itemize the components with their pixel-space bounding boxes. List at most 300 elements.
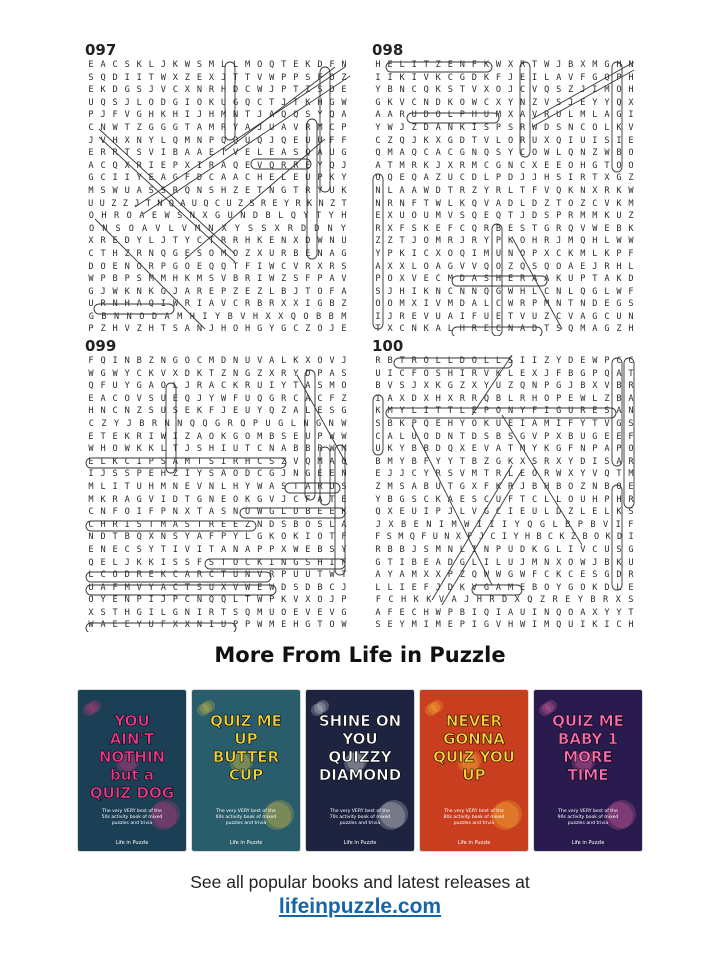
grid-letter: F xyxy=(329,135,335,146)
grid-letter: J xyxy=(134,198,140,209)
grid-letter: N xyxy=(532,381,538,392)
grid-letter: Z xyxy=(592,148,598,159)
grid-letter: J xyxy=(329,595,335,606)
grid-letter: A xyxy=(628,393,634,404)
grid-letter: Q xyxy=(447,444,453,455)
grid-row xyxy=(372,468,637,481)
grid-letter: F xyxy=(112,582,118,593)
grid-row xyxy=(372,368,637,381)
grid-letter: U xyxy=(88,582,94,593)
grid-letter: C xyxy=(519,85,526,96)
grid-letter: Y xyxy=(341,173,347,184)
grid-letter: Y xyxy=(580,469,586,480)
grid-letter: G xyxy=(148,122,154,133)
grid-letter: Y xyxy=(208,393,215,404)
grid-letter: C xyxy=(483,97,490,108)
grid-letter: T xyxy=(293,85,299,96)
grid-letter: U xyxy=(269,607,275,618)
grid-letter: H xyxy=(423,607,429,618)
grid-letter: T xyxy=(315,211,322,222)
grid-letter: Z xyxy=(604,393,610,404)
grid-letter: Q xyxy=(409,532,415,543)
grid-letter: U xyxy=(112,381,118,392)
grid-letter: J xyxy=(459,236,465,247)
grid-letter: S xyxy=(293,274,299,285)
grid-letter: M xyxy=(592,60,598,70)
grid-letter: G xyxy=(447,381,453,392)
grid-letter: A xyxy=(184,324,190,335)
grid-letter: K xyxy=(459,122,465,133)
grid-letter: H xyxy=(616,261,622,272)
grid-letter: C xyxy=(208,173,215,184)
grid-letter: S xyxy=(115,223,121,234)
grid-letter: V xyxy=(483,444,490,455)
grid-letter: A xyxy=(435,148,441,159)
grid-letter: A xyxy=(568,261,574,272)
grid-letter: S xyxy=(293,148,299,159)
grid-letter: J xyxy=(257,110,263,121)
grid-letter: A xyxy=(341,286,347,297)
grid-letter: A xyxy=(184,286,190,297)
grid-letter: X xyxy=(281,299,287,310)
grid-letter: U xyxy=(160,393,166,404)
grid-letter: J xyxy=(387,286,393,297)
grid-letter: Q xyxy=(257,135,263,146)
grid-letter: Y xyxy=(124,368,130,379)
grid-letter: L xyxy=(399,431,405,442)
grid-letter: Y xyxy=(375,85,381,96)
grid-letter: T xyxy=(124,122,130,133)
grid-letter: P xyxy=(459,110,465,121)
grid-letter: L xyxy=(483,173,490,184)
grid-letter: U xyxy=(432,532,438,543)
grid-letter: K xyxy=(148,286,154,297)
grid-letter: Q xyxy=(375,507,381,518)
grid-row xyxy=(372,72,637,85)
grid-letter: C xyxy=(281,261,287,272)
grid-letter: N xyxy=(196,324,203,335)
grid-letter: G xyxy=(399,494,405,505)
grid-letter: O xyxy=(232,494,239,505)
grid-letter: I xyxy=(148,607,154,618)
grid-letter: K xyxy=(124,286,130,297)
grid-letter: S xyxy=(112,469,118,480)
grid-letter: P xyxy=(592,444,598,455)
grid-letter: R xyxy=(519,122,526,133)
grid-letter: I xyxy=(615,519,621,530)
grid-letter: A xyxy=(208,381,215,392)
grid-letter: G xyxy=(281,324,287,335)
grid-letter: R xyxy=(245,274,251,285)
grid-letter: V xyxy=(124,324,130,335)
book-cover-art xyxy=(192,690,300,851)
grid-letter: R xyxy=(208,160,215,171)
grid-letter: L xyxy=(220,60,227,70)
grid-letter: P xyxy=(495,236,502,247)
grid-letter: S xyxy=(471,494,477,505)
grid-letter: R xyxy=(411,356,417,366)
grid-letter: P xyxy=(160,507,166,518)
grid-letter: K xyxy=(413,595,419,606)
grid-letter: B xyxy=(281,286,287,297)
grid-letter: T xyxy=(232,261,239,272)
grid-letter: X xyxy=(202,211,208,222)
grid-letter: R xyxy=(287,223,293,234)
puzzle-097 xyxy=(85,42,350,336)
book-subtitle: The very VERY best of the 70s activity book of mixed puzzles and trivia xyxy=(329,809,391,826)
book-cover-2[interactable] xyxy=(192,690,300,851)
grid-letter: L xyxy=(329,519,335,530)
grid-letter: S xyxy=(556,85,562,96)
grid-letter: O xyxy=(616,160,622,171)
grid-letter: Q xyxy=(459,248,465,259)
grid-letter: V xyxy=(148,494,154,505)
grid-letter: N xyxy=(447,122,453,133)
grid-letter: L xyxy=(435,356,441,366)
grid-letter: C xyxy=(329,582,335,593)
grid-letter: W xyxy=(184,60,190,70)
website-link[interactable]: lifeinpuzzle.com xyxy=(278,895,442,918)
grid-letter: N xyxy=(507,324,514,335)
grid-letter: Q xyxy=(208,595,215,606)
grid-row xyxy=(85,607,350,620)
grid-letter: E xyxy=(160,160,166,171)
grid-letter: Q xyxy=(604,368,610,379)
grid-letter: A xyxy=(447,494,453,505)
grid-letter: S xyxy=(208,469,215,480)
grid-letter: G xyxy=(257,494,263,505)
grid-letter: F xyxy=(532,406,538,417)
grid-letter: A xyxy=(375,570,381,581)
grid-letter: C xyxy=(88,507,94,518)
grid-letter: N xyxy=(269,185,275,196)
grid-letter: S xyxy=(160,456,166,467)
grid-letter: A xyxy=(447,311,453,322)
grid-letter: U xyxy=(604,544,610,555)
grid-letter: E xyxy=(399,173,405,184)
grid-letter: O xyxy=(568,160,574,171)
grid-letter: E xyxy=(305,160,311,171)
grid-letter: S xyxy=(177,211,183,222)
grid-letter: N xyxy=(423,97,429,108)
grid-letter: Z xyxy=(539,595,546,606)
grid-letter: K xyxy=(387,97,393,108)
grid-letter: J xyxy=(568,381,574,392)
grid-letter: Y xyxy=(100,595,106,606)
puzzle-number: 098 xyxy=(372,41,404,59)
grid-letter: A xyxy=(220,173,227,184)
grid-letter: E xyxy=(112,544,118,555)
grid-letter: V xyxy=(100,135,106,146)
grid-letter: C xyxy=(423,494,429,505)
grid-letter: I xyxy=(196,160,203,171)
grid-letter: C xyxy=(399,368,405,379)
grid-letter: G xyxy=(278,418,284,429)
grid-letter: P xyxy=(604,356,610,366)
grid-letter: Z xyxy=(101,418,107,429)
grid-letter: K xyxy=(341,507,347,518)
grid-letter: N xyxy=(507,406,514,417)
book-title: QUIZ ME BABY 1 MORE TIME xyxy=(552,712,624,784)
grid-letter: A xyxy=(329,248,335,259)
grid-letter: I xyxy=(519,418,526,429)
grid-letter: O xyxy=(303,311,309,322)
grid-letter: R xyxy=(112,494,118,505)
grid-letter: R xyxy=(305,185,311,196)
grid-letter: K xyxy=(459,582,465,593)
grid-letter: M xyxy=(435,544,441,555)
grid-letter: P xyxy=(544,431,550,442)
grid-letter: M xyxy=(507,582,514,593)
grid-letter: K xyxy=(399,72,405,83)
grid-letter: W xyxy=(293,544,299,555)
grid-letter: C xyxy=(214,198,221,209)
grid-letter: E xyxy=(112,236,118,247)
grid-letter: G xyxy=(341,406,347,417)
grid-letter: H xyxy=(148,324,154,335)
grid-letter: Q xyxy=(172,135,178,146)
grid-letter: V xyxy=(196,481,203,492)
grid-letter: G xyxy=(281,185,287,196)
grid-row xyxy=(372,59,637,72)
grid-letter: R xyxy=(519,60,526,70)
grid-letter: R xyxy=(519,274,526,285)
grid-letter: K xyxy=(148,444,154,455)
grid-letter: Z xyxy=(459,570,465,581)
grid-letter: C xyxy=(196,356,203,366)
grid-letter: R xyxy=(245,299,251,310)
grid-letter: Q xyxy=(245,607,251,618)
grid-letter: S xyxy=(544,211,550,222)
grid-letter: E xyxy=(565,595,571,606)
grid-letter: D xyxy=(301,223,307,234)
grid-letter: F xyxy=(423,582,429,593)
grid-letter: W xyxy=(245,582,251,593)
grid-letter: D xyxy=(507,173,514,184)
grid-letter: B xyxy=(172,148,178,159)
grid-letter: F xyxy=(471,311,477,322)
grid-letter: U xyxy=(568,274,574,285)
grid-letter: W xyxy=(160,72,166,83)
grid-letter: S xyxy=(184,557,190,568)
grid-letter: R xyxy=(136,431,142,442)
grid-letter: I xyxy=(375,311,381,322)
grid-letter: A xyxy=(423,173,429,184)
grid-letter: P xyxy=(375,274,381,285)
grid-letter: A xyxy=(88,160,94,171)
grid-letter: A xyxy=(124,494,130,505)
grid-letter: V xyxy=(532,110,538,121)
grid-letter: T xyxy=(148,72,154,83)
grid-letter: O xyxy=(616,481,622,492)
grid-letter: M xyxy=(399,160,405,171)
book-cover-3[interactable] xyxy=(306,690,414,851)
grid-letter: O xyxy=(317,356,323,366)
grid-letter: R xyxy=(628,570,634,581)
grid-letter: H xyxy=(252,311,259,322)
grid-letter: X xyxy=(628,97,634,108)
book-cover-4[interactable] xyxy=(420,690,528,851)
grid-letter: K xyxy=(306,198,313,209)
grid-letter: O xyxy=(628,148,634,159)
grid-letter: T xyxy=(592,274,598,285)
grid-letter: B xyxy=(293,519,299,530)
grid-letter: U xyxy=(507,544,514,555)
grid-letter: F xyxy=(208,532,215,543)
grid-letter: J xyxy=(269,135,275,146)
grid-row xyxy=(372,355,637,368)
book-cover-5[interactable] xyxy=(534,690,642,851)
grid-letter: H xyxy=(580,160,586,171)
grid-letter: V xyxy=(471,261,477,272)
grid-letter: U xyxy=(227,211,233,222)
grid-letter: T xyxy=(399,356,405,366)
grid-letter: O xyxy=(136,261,142,272)
grid-letter: A xyxy=(495,198,502,209)
grid-letter: P xyxy=(544,381,550,392)
grid-letter: B xyxy=(423,444,429,455)
grid-letter: X xyxy=(435,135,441,146)
grid-letter: E xyxy=(459,494,465,505)
grid-letter: A xyxy=(495,444,502,455)
book-cover-1[interactable] xyxy=(78,690,186,851)
grid-letter: Y xyxy=(232,122,239,133)
grid-letter: R xyxy=(281,248,287,259)
grid-letter: R xyxy=(281,393,287,404)
grid-letter: X xyxy=(305,356,311,366)
grid-letter: O xyxy=(532,469,538,480)
grid-row xyxy=(85,198,350,211)
grid-letter: P xyxy=(483,406,490,417)
grid-letter: I xyxy=(501,532,508,543)
grid-letter: J xyxy=(184,381,190,392)
grid-letter: Z xyxy=(305,324,311,335)
grid-row xyxy=(85,97,350,110)
grid-letter: P xyxy=(172,595,178,606)
grid-letter: P xyxy=(88,110,94,121)
grid-letter: D xyxy=(604,582,610,593)
grid-letter: X xyxy=(471,381,477,392)
grid-letter: Z xyxy=(411,122,417,133)
grid-letter: H xyxy=(616,494,622,505)
grid-letter: Y xyxy=(283,198,290,209)
grid-letter: C xyxy=(172,85,178,96)
grid-letter: M xyxy=(483,248,490,259)
grid-letter: O xyxy=(507,135,514,146)
grid-letter: T xyxy=(375,324,381,335)
grid-letter: R xyxy=(580,173,586,184)
grid-letter: V xyxy=(568,311,574,322)
grid-letter: Y xyxy=(532,444,538,455)
grid-letter: I xyxy=(519,356,526,366)
grid-letter: T xyxy=(329,532,335,543)
grid-letter: I xyxy=(148,431,154,442)
grid-row xyxy=(372,248,637,261)
grid-letter: G xyxy=(136,494,142,505)
grid-letter: U xyxy=(483,110,490,121)
grid-letter: U xyxy=(580,494,586,505)
grid-letter: Q xyxy=(240,418,246,429)
grid-letter: W xyxy=(423,185,429,196)
grid-letter: G xyxy=(160,122,166,133)
grid-letter: L xyxy=(88,570,94,581)
grid-letter: K xyxy=(220,431,227,442)
grid-letter: L xyxy=(281,356,287,366)
grid-letter: H xyxy=(471,110,477,121)
grid-letter: U xyxy=(124,185,130,196)
grid-letter: N xyxy=(399,198,405,209)
grid-letter: X xyxy=(220,582,227,593)
grid-letter: J xyxy=(208,324,215,335)
grid-letter: E xyxy=(257,582,263,593)
grid-letter: C xyxy=(257,444,263,455)
grid-letter: K xyxy=(257,557,263,568)
grid-letter: Z xyxy=(281,274,287,285)
grid-letter: R xyxy=(471,368,477,379)
grid-letter: K xyxy=(507,236,514,247)
grid-letter: U xyxy=(245,393,251,404)
grid-letter: U xyxy=(220,97,227,108)
grid-letter: N xyxy=(556,286,562,297)
grid-letter: T xyxy=(459,431,465,442)
grid-letter: X xyxy=(568,469,574,480)
grid-rows xyxy=(372,355,637,632)
grid-letter: X xyxy=(495,97,502,108)
grid-letter: X xyxy=(532,160,538,171)
grid-letter: G xyxy=(214,211,221,222)
grid-letter: Y xyxy=(447,456,453,467)
grid-letter: N xyxy=(232,356,239,366)
grid-letter: O xyxy=(423,431,429,442)
grid-letter: K xyxy=(435,72,441,83)
grid-letter: G xyxy=(196,494,203,505)
grid-letter: P xyxy=(232,620,239,631)
grid-letter: E xyxy=(604,223,610,234)
grid-letter: N xyxy=(208,223,214,234)
grid-letter: A xyxy=(387,393,393,404)
grid-letter: Z xyxy=(257,286,263,297)
grid-letter: Y xyxy=(196,469,203,480)
grid-letter: N xyxy=(317,248,323,259)
grid-row xyxy=(372,261,637,274)
grid-letter: T xyxy=(220,148,227,159)
grid-letter: I xyxy=(411,286,417,297)
grid-letter: Z xyxy=(387,135,393,146)
grid-letter: Q xyxy=(568,324,574,335)
grid-letter: Y xyxy=(399,444,405,455)
grid-letter: A xyxy=(451,595,457,606)
grid-letter: J xyxy=(592,261,598,272)
grid-letter: S xyxy=(281,481,287,492)
grid-letter: Q xyxy=(290,211,296,222)
grid-letter: L xyxy=(278,211,284,222)
grid-letter: N xyxy=(177,418,183,429)
grid-letter: A xyxy=(532,274,538,285)
grid-letter: K xyxy=(628,223,634,234)
grid-row xyxy=(372,393,637,406)
grid-letter: R xyxy=(471,236,477,247)
grid-letter: W xyxy=(124,444,130,455)
grid-letter: C xyxy=(100,173,106,184)
grid-letter: D xyxy=(435,444,441,455)
grid-letter: X xyxy=(184,85,190,96)
grid-letter: M xyxy=(411,570,417,581)
grid-row xyxy=(85,619,350,632)
grid-letter: X xyxy=(265,311,271,322)
grid-letter: W xyxy=(435,607,441,618)
grid-letter: U xyxy=(269,122,275,133)
grid-letter: D xyxy=(519,544,526,555)
